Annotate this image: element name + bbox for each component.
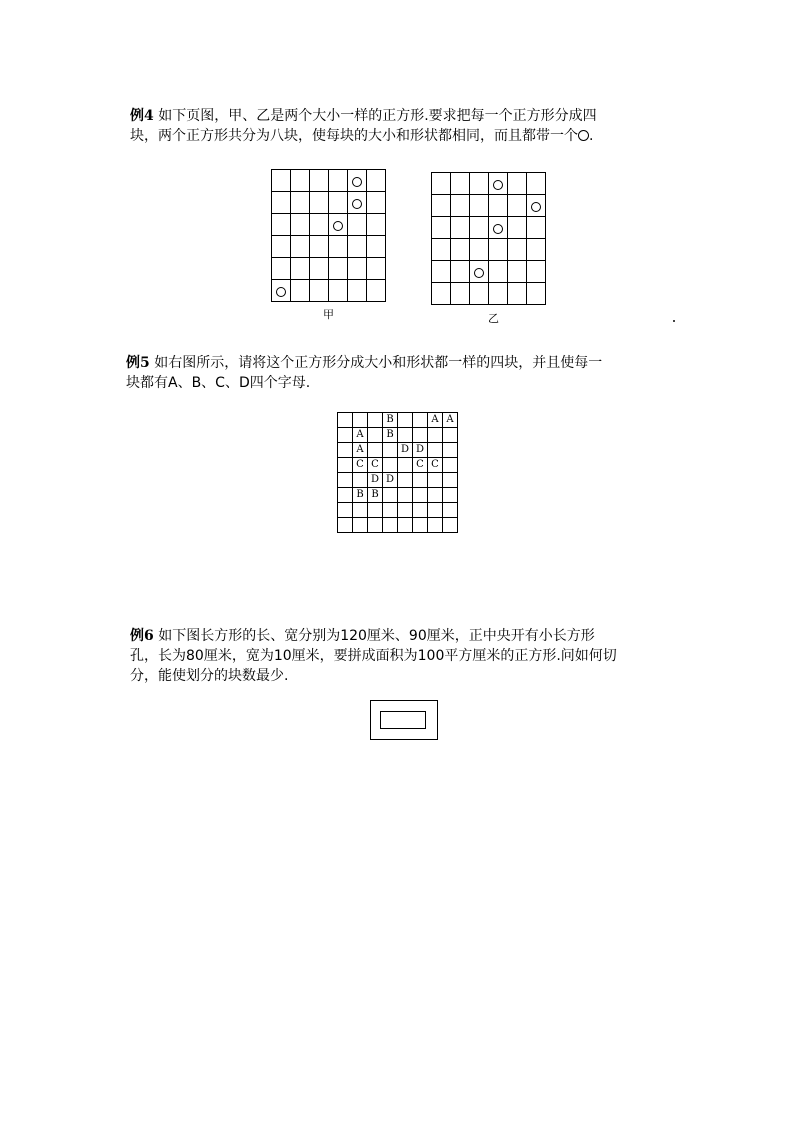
ex4-grid-b [431,172,546,305]
grid-b-cell [508,283,527,305]
grid-a-cell [348,192,367,214]
ex4-caption-a: 甲 [323,308,334,321]
grid-a-cell [291,258,310,280]
letter-grid-cell [383,518,398,533]
letter-grid-cell [443,458,458,473]
letter-grid-cell: C [368,458,383,473]
grid-b-cell [470,217,489,239]
ex4-text [130,106,690,146]
grid-a-cell [367,258,386,280]
circle-icon [352,177,362,187]
letter-grid-cell [398,488,413,503]
grid-a-cell [310,280,329,302]
letter-grid-cell: A [353,443,368,458]
letter-grid-cell: A [428,413,443,428]
letter-grid-cell [398,518,413,533]
grid-a-cell [272,170,291,192]
circle-icon [352,199,362,209]
letter-grid-cell [428,443,443,458]
grid-a-cell [329,280,348,302]
grid-b-cell [489,261,508,283]
grid-a-row [272,170,386,192]
ex6-line2: 孔，长为80厘米，宽为10厘米，要拼成面积为100平方厘米的正方形.问如何切 [130,648,617,664]
grid-a-cell [329,258,348,280]
ex5-line1: 如右图所示，请将这个正方形分成大小和形状都一样的四块，并且使每一 [154,355,603,371]
grid-a-cell [329,170,348,192]
letter-grid-cell [368,518,383,533]
letter-grid-cell [338,428,353,443]
letter-grid-cell: D [413,443,428,458]
letter-grid-cell [398,428,413,443]
grid-b-cell [451,217,470,239]
stray-dot [673,320,675,322]
letter-grid-cell [368,443,383,458]
grid-a-row [272,236,386,258]
letter-grid-cell [338,488,353,503]
grid-b-row [432,173,546,195]
letter-grid-cell [353,413,368,428]
letter-grid-cell [413,428,428,443]
letter-grid-cell [338,413,353,428]
circle-icon [531,202,541,212]
letter-grid-cell: A [443,413,458,428]
grid-a-cell [272,258,291,280]
grid-a-cell [367,170,386,192]
grid-b-cell [451,173,470,195]
grid-b-cell [432,283,451,305]
letter-grid-cell: D [383,473,398,488]
letter-grid-cell: C [353,458,368,473]
grid-a-cell [367,236,386,258]
grid-b-row [432,283,546,305]
circle-icon [493,224,503,234]
grid-b-cell [508,261,527,283]
grid-b-cell [451,195,470,217]
letter-grid-row [338,518,458,533]
grid-a-cell [310,258,329,280]
grid-b-cell [527,239,546,261]
grid-a-cell [348,236,367,258]
grid-a-cell [348,214,367,236]
ex6-text [130,626,690,686]
grid-b-cell [508,173,527,195]
letter-grid-row [338,443,458,458]
letter-grid-cell [443,503,458,518]
letter-grid-row [338,413,458,428]
grid-a-cell [291,214,310,236]
letter-grid-cell [338,443,353,458]
grid-a-cell [291,170,310,192]
grid-a-cell [310,192,329,214]
letter-grid-cell: C [413,458,428,473]
grid-b-cell [432,261,451,283]
ex4-grid-a [271,169,386,302]
letter-grid-cell: B [353,488,368,503]
grid-a-cell [272,214,291,236]
letter-grid-cell [443,443,458,458]
grid-a-row [272,214,386,236]
ex4-caption-b: 乙 [488,312,499,325]
circle-icon [493,180,503,190]
letter-grid-cell [413,413,428,428]
letter-grid-cell: B [383,428,398,443]
grid-b-cell [470,261,489,283]
letter-grid-cell [413,488,428,503]
circle-icon [333,221,343,231]
grid-a-row [272,258,386,280]
letter-grid-cell [383,488,398,503]
ex6-line3: 分，能使划分的块数最少. [130,668,289,684]
grid-b-cell [470,195,489,217]
letter-grid-cell: D [398,443,413,458]
grid-b-cell [489,283,508,305]
letter-grid-row [338,503,458,518]
grid-b-cell [432,173,451,195]
letter-grid-cell: C [428,458,443,473]
letter-grid-cell [338,503,353,518]
grid-a-cell [329,236,348,258]
letter-grid-cell [353,473,368,488]
ex5-label: 例5 [126,355,150,371]
grid-b-cell [527,283,546,305]
letter-grid-cell [428,518,443,533]
ex6-label: 例6 [130,628,154,644]
grid-b-cell [508,239,527,261]
letter-grid-cell [338,518,353,533]
grid-a-cell [272,236,291,258]
letter-grid-cell [443,473,458,488]
letter-grid-cell [368,503,383,518]
letter-grid-cell [383,458,398,473]
ex4-line2-end: . [589,128,594,144]
letter-grid-cell [368,428,383,443]
grid-b-cell [432,239,451,261]
grid-a-cell [329,192,348,214]
ex6-line1: 如下图长方形的长、宽分别为120厘米、90厘米，正中央开有小长方形 [158,628,595,644]
letter-grid-cell [383,443,398,458]
letter-grid-cell: A [353,428,368,443]
ex4-line2: 块，两个正方形共分为八块，使每块的大小和形状都相同，而且都带一个 [130,128,578,144]
ex6-inner-hole [380,711,426,729]
grid-a-cell [272,280,291,302]
grid-b-cell [527,217,546,239]
circle-icon [578,130,589,141]
grid-b-cell [508,195,527,217]
grid-a-cell [367,192,386,214]
ex4-label: 例4 [130,108,154,124]
letter-grid-row [338,458,458,473]
grid-b-cell [527,195,546,217]
grid-a-cell [310,214,329,236]
letter-grid-cell [353,518,368,533]
letter-grid-cell [398,473,413,488]
grid-a-row [272,280,386,302]
grid-b-cell [451,261,470,283]
grid-b-cell [489,195,508,217]
ex5-text [126,353,686,393]
grid-a-row [272,192,386,214]
grid-a-cell [348,170,367,192]
grid-a-cell [367,280,386,302]
letter-grid-cell [398,503,413,518]
letter-grid-cell [368,413,383,428]
grid-b-cell [470,173,489,195]
circle-icon [276,287,286,297]
grid-b-cell [489,239,508,261]
grid-b-cell [489,217,508,239]
letter-grid-cell [413,518,428,533]
grid-b-cell [470,283,489,305]
letter-grid-cell [428,428,443,443]
grid-a-cell [272,192,291,214]
letter-grid-cell [398,413,413,428]
grid-b-cell [451,283,470,305]
grid-b-cell [527,261,546,283]
grid-a-cell [329,214,348,236]
letter-grid-cell [443,518,458,533]
letter-grid-cell [443,488,458,503]
grid-a-cell [291,192,310,214]
ex4-line1: 如下页图，甲、乙是两个大小一样的正方形.要求把每一个正方形分成四 [158,108,597,124]
grid-a-cell [291,280,310,302]
grid-a-cell [291,236,310,258]
letter-grid-row [338,488,458,503]
letter-grid-cell [338,458,353,473]
letter-grid-cell: B [368,488,383,503]
letter-grid-row [338,428,458,443]
ex5-line2: 块都有A、B、C、D四个字母. [126,375,311,391]
grid-b-row [432,217,546,239]
letter-grid-cell [353,503,368,518]
grid-a-cell [348,258,367,280]
letter-grid-cell [338,473,353,488]
ex5-grid [337,412,458,533]
grid-b-cell [527,173,546,195]
grid-a-cell [310,170,329,192]
letter-grid-cell [428,473,443,488]
circle-icon [474,268,484,278]
grid-a-cell [367,214,386,236]
grid-b-cell [508,217,527,239]
letter-grid-cell [413,473,428,488]
grid-b-cell [451,239,470,261]
grid-b-row [432,261,546,283]
grid-a-cell [348,280,367,302]
letter-grid-cell [413,503,428,518]
grid-b-cell [432,195,451,217]
letter-grid-row [338,473,458,488]
letter-grid-cell [398,458,413,473]
grid-b-cell [470,239,489,261]
letter-grid-cell [428,488,443,503]
grid-b-cell [489,173,508,195]
grid-b-row [432,195,546,217]
letter-grid-cell [443,428,458,443]
letter-grid-cell: B [383,413,398,428]
letter-grid-cell [428,503,443,518]
letter-grid-cell: D [368,473,383,488]
grid-a-cell [310,236,329,258]
grid-b-cell [432,217,451,239]
grid-b-row [432,239,546,261]
letter-grid-cell [383,503,398,518]
